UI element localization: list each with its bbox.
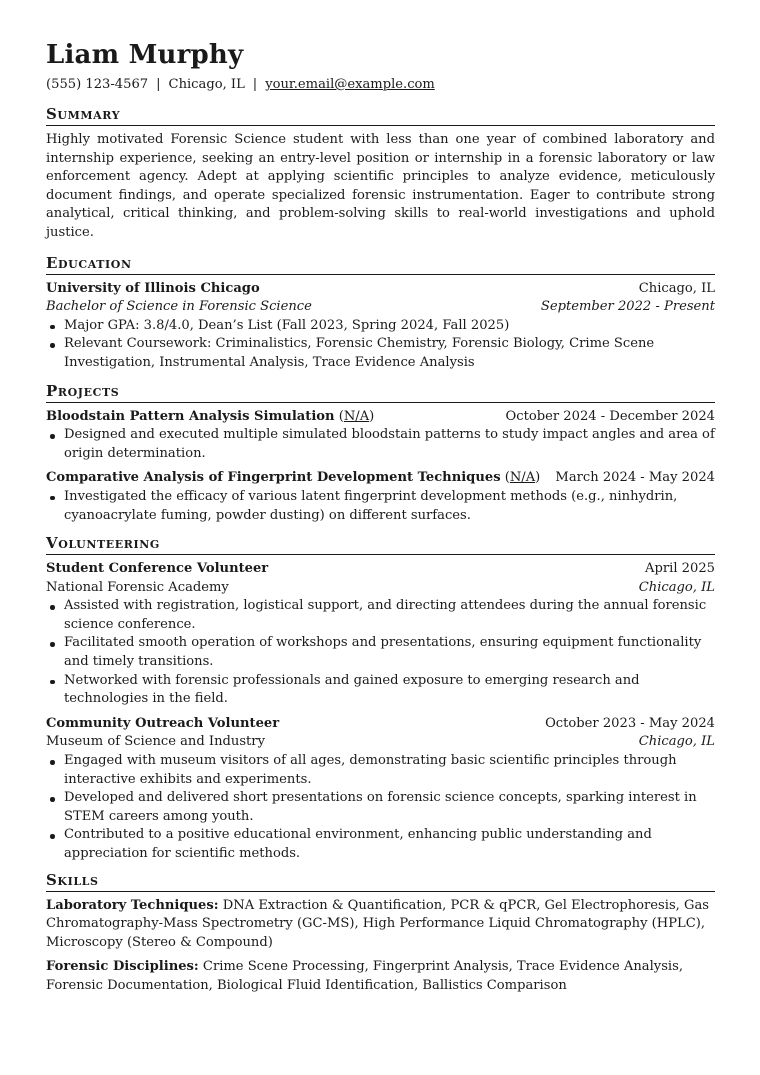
project-entry [46,469,715,525]
project-entry [46,408,715,464]
volunteer-dates: October 2023 - May 2024 [545,715,715,731]
project-link[interactable]: N/A [509,470,536,486]
project-bullets [46,426,715,463]
list-item: Relevant Coursework: Criminalistics, Forensic Chemistry, Forensic Biology, Crime Scene Investigation, Instrumental Analysis, Trace Evidence Analysis [46,335,715,372]
education-bullets [46,317,715,373]
summary-text: Highly motivated Forensic Science student with less than one year of combined laboratory and internship experience, seeking an entry-level position or internship in a forensic laboratory or law enforcement agency. Adept at applying scientific principles to analyze evidence, meticulously document findings, and operate specialized forensic instrumentation. Eager to contribute strong analytical, critical thinking, and problem-solving skills to real-world investigations and uphold justice. [46,132,715,240]
section-title-education: Education [46,253,715,275]
volunteer-entry [46,560,715,709]
volunteer-location: Chicago, IL [638,734,715,750]
section-title-skills: Skills [46,870,715,892]
list-item: Designed and executed multiple simulated bloodstain patterns to study impact angles and area of origin determination. [46,426,715,463]
resume-page [46,38,715,1002]
project-header-row: Comparative Analysis of Fingerprint Development Techniques (N/A) March 2024 - May 2024 [46,469,715,488]
degree-row [46,298,715,317]
section-title-summary: Summary [46,104,715,126]
education-header-row [46,280,715,299]
volunteer-header-row [46,560,715,579]
project-dates: March 2024 - May 2024 [555,470,715,486]
skill-label: Laboratory Techniques: [46,897,219,913]
summary-section [46,104,715,243]
school-location: Chicago, IL [638,280,715,296]
skill-line [46,958,715,995]
volunteer-header-row [46,715,715,734]
volunteer-org-row [46,733,715,752]
volunteer-role: Student Conference Volunteer [46,561,269,577]
education-dates: September 2022 - Present [540,299,715,315]
email-link[interactable]: your.email@example.com [265,77,435,92]
skill-line [46,897,715,953]
volunteer-role: Community Outreach Volunteer [46,715,280,731]
skill-text: Crime Scene Processing, Fingerprint Analysis, Trace Evidence Analysis, Forensic Documentation, Biological Fluid Identification, Ballistics Comparison [46,959,683,993]
list-item: Contributed to a positive educational environment, enhancing public understanding and appreciation for scientific methods. [46,826,715,863]
section-title-volunteering: Volunteering [46,533,715,555]
skill-text: DNA Extraction & Quantification, PCR & qPCR, Gel Electrophoresis, Gas Chromatography-Mass Spectrometry (GC-MS), High Performance Liquid Chromatography (HPLC), Microscopy (Stereo & Compound) [46,897,709,950]
contact-line [46,76,715,94]
list-item: Assisted with registration, logistical support, and directing attendees during the annual forensic science conference. [46,597,715,634]
volunteer-bullets [46,597,715,709]
separator: | [156,77,161,92]
skills-section [46,870,715,996]
candidate-name: Liam Murphy [46,40,244,70]
school-name: University of Illinois Chicago [46,280,260,296]
volunteer-location: Chicago, IL [638,579,715,595]
degree: Bachelor of Science in Forensic Science [46,299,312,315]
list-item: Facilitated smooth operation of workshops and presentations, ensuring equipment functionality and timely transitions. [46,634,715,671]
list-item: Major GPA: 3.8/4.0, Dean’s List (Fall 2023, Spring 2024, Fall 2025) [46,317,715,336]
project-name: Comparative Analysis of Fingerprint Development Techniques [46,470,501,486]
list-item: Developed and delivered short presentations on forensic science concepts, sparking interest in STEM careers among youth. [46,789,715,826]
list-item: Engaged with museum visitors of all ages, demonstrating basic scientific principles through interactive exhibits and experiments. [46,752,715,789]
section-title-projects: Projects [46,381,715,403]
separator: | [252,77,258,92]
volunteer-org-row [46,579,715,598]
project-bullets [46,488,715,525]
project-name: Bloodstain Pattern Analysis Simulation [46,408,335,424]
list-item: Investigated the efficacy of various latent fingerprint development methods (e.g., ninhydrin, cyanoacrylate fuming, powder dusting) on different surfaces. [46,488,715,525]
list-item: Networked with forensic professionals and gained exposure to emerging research and technologies in the field. [46,672,715,709]
skill-label: Forensic Disciplines: [46,959,199,975]
volunteer-org: Museum of Science and Industry [46,734,265,750]
volunteer-org: National Forensic Academy [46,579,229,595]
volunteer-entry [46,715,715,864]
volunteer-dates: April 2025 [645,561,715,577]
phone: (555) 123-4567 [46,77,149,92]
project-link[interactable]: N/A [343,408,370,424]
projects-section [46,381,715,526]
volunteer-bullets [46,752,715,864]
volunteering-section [46,533,715,864]
education-entry [46,280,715,373]
project-header-row: Bloodstain Pattern Analysis Simulation (N/A) October 2024 - December 2024 [46,408,715,427]
location: Chicago, IL [168,77,245,92]
project-dates: October 2024 - December 2024 [505,408,715,424]
education-section [46,253,715,373]
